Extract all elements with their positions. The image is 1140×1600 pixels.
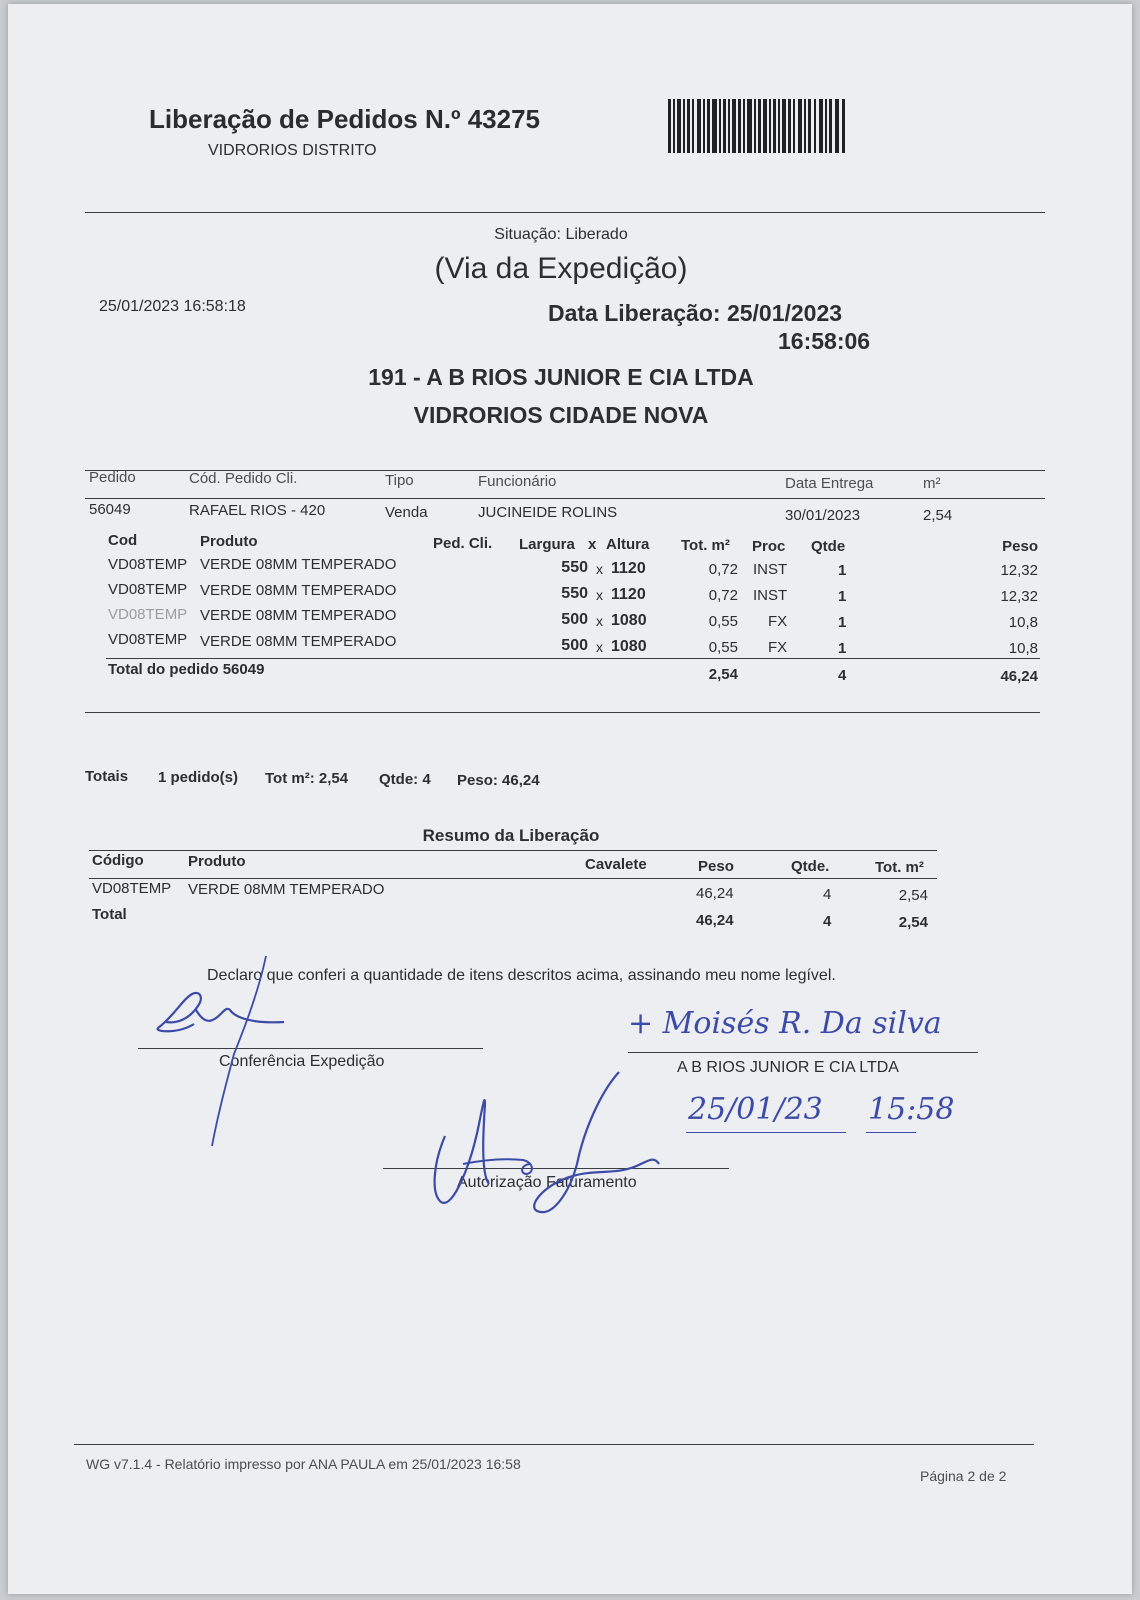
- document-page: [8, 4, 1132, 1594]
- item-altura: 1080: [611, 612, 647, 629]
- handwritten-time: 15:58: [868, 1092, 955, 1127]
- copy-type: (Via da Expedição): [434, 252, 688, 285]
- resumo-total-peso: 46,24: [696, 912, 734, 929]
- order-client-code: RAFAEL RIOS - 420: [189, 502, 326, 519]
- totais-qtde: Qtde: 4: [379, 771, 431, 788]
- items-col-altura: Altura: [606, 536, 650, 553]
- resumo-col-qtde: Qtde.: [791, 858, 830, 875]
- resumo-total-qtde: 4: [823, 913, 832, 930]
- release-date: Data Liberação: 25/01/2023: [548, 300, 843, 326]
- resumo-row-peso: 46,24: [696, 885, 734, 902]
- items-col-largura: Largura: [519, 536, 575, 553]
- item-x: x: [596, 639, 603, 655]
- status-text: Situação: Liberado: [494, 226, 628, 243]
- item-qtde: 1: [838, 562, 847, 579]
- item-tot-m2: 0,72: [708, 587, 738, 604]
- item-proc: INST: [753, 587, 788, 604]
- autorizacao-sign-line: [383, 1168, 729, 1169]
- item-largura: 500: [561, 637, 588, 654]
- item-qtde: 1: [838, 588, 847, 605]
- resumo-title: Resumo da Liberação: [422, 826, 600, 845]
- items-col-qtde: Qtde: [811, 538, 846, 555]
- item-peso: 12,32: [1000, 588, 1038, 605]
- client-store: VIDRORIOS CIDADE NOVA: [413, 402, 709, 428]
- resumo-col-peso: Peso: [698, 858, 734, 875]
- item-peso: 10,8: [1008, 640, 1038, 657]
- footer-printed-by: WG v7.1.4 - Relatório impresso por ANA PAULA em 25/01/2023 16:58: [86, 1456, 521, 1472]
- item-cod: VD08TEMP: [108, 581, 188, 598]
- items-col-tot-m2: Tot. m²: [681, 537, 730, 554]
- document-title: Liberação de Pedidos N.º 43275: [149, 104, 540, 134]
- client-name: 191 - A B RIOS JUNIOR E CIA LTDA: [368, 364, 754, 390]
- item-cod: VD08TEMP: [108, 631, 188, 648]
- totais-label: Totais: [85, 768, 129, 785]
- header-divider: [85, 212, 1045, 213]
- items-col-produto: Produto: [200, 533, 258, 550]
- autorizacao-signature: [423, 1064, 683, 1224]
- resumo-top-line: [89, 850, 937, 851]
- barcode: [668, 99, 848, 153]
- order-m2: 2,54: [923, 507, 953, 524]
- item-peso: 12,32: [1000, 562, 1038, 579]
- item-tot-m2: 0,72: [708, 561, 738, 578]
- order-total-peso: 46,24: [1000, 668, 1038, 685]
- resumo-row-codigo: VD08TEMP: [92, 880, 172, 897]
- item-proc: FX: [768, 613, 788, 630]
- item-altura: 1080: [611, 638, 647, 655]
- item-produto: VERDE 08MM TEMPERADO: [200, 607, 397, 624]
- item-qtde: 1: [838, 614, 847, 631]
- resumo-col-tot-m2: Tot. m²: [875, 859, 924, 876]
- item-proc: INST: [753, 561, 788, 578]
- resumo-col-codigo: Código: [92, 852, 144, 869]
- resumo-row-qtde: 4: [823, 886, 832, 903]
- item-cod: VD08TEMP: [108, 606, 188, 623]
- items-col-x: x: [588, 536, 597, 553]
- col-funcionario: Funcionário: [478, 473, 557, 490]
- order-total-m2: 2,54: [708, 666, 738, 683]
- item-proc: FX: [768, 639, 788, 656]
- item-largura: 550: [561, 585, 588, 602]
- items-col-cod: Cod: [108, 532, 138, 549]
- footer-divider: [74, 1444, 1034, 1445]
- items-col-proc: Proc: [752, 538, 786, 555]
- items-bottom-line: [85, 712, 1040, 713]
- client-signature-handwritten: + Moisés R. Da silva: [628, 1006, 942, 1041]
- order-table-header-line: [85, 498, 1045, 499]
- resumo-total-label: Total: [92, 906, 127, 923]
- items-col-ped-cli: Ped. Cli.: [433, 535, 493, 552]
- resumo-col-produto: Produto: [188, 853, 246, 870]
- item-qtde: 1: [838, 640, 847, 657]
- client-sign-line: [628, 1052, 978, 1053]
- handwritten-date: 25/01/23: [688, 1092, 823, 1127]
- item-x: x: [596, 561, 603, 577]
- client-sign-label: A B RIOS JUNIOR E CIA LTDA: [677, 1059, 899, 1076]
- order-type: Venda: [385, 504, 428, 521]
- item-produto: VERDE 08MM TEMPERADO: [200, 633, 397, 650]
- resumo-col-cavalete: Cavalete: [585, 856, 647, 873]
- autorizacao-label: Autorização Faturamento: [457, 1174, 637, 1191]
- item-altura: 1120: [611, 586, 646, 603]
- items-col-peso: Peso: [1002, 538, 1038, 555]
- item-largura: 550: [561, 559, 588, 576]
- declaration-text: Declaro que conferi a quantidade de itens descritos acima, assinando meu nome legível.: [207, 967, 836, 984]
- col-data-entrega: Data Entrega: [785, 475, 874, 492]
- order-delivery-date: 30/01/2023: [785, 507, 861, 524]
- item-tot-m2: 0,55: [708, 639, 738, 656]
- issuer-company: VIDRORIOS DISTRITO: [208, 142, 377, 159]
- conferencia-label: Conferência Expedição: [219, 1053, 385, 1070]
- handwritten-date-underline: [686, 1132, 846, 1133]
- resumo-header-line: [89, 878, 937, 879]
- conferencia-sign-line: [138, 1048, 483, 1049]
- item-cod: VD08TEMP: [108, 556, 188, 573]
- print-datetime: 25/01/2023 16:58:18: [99, 298, 246, 315]
- item-tot-m2: 0,55: [708, 613, 738, 630]
- resumo-total-tot-m2: 2,54: [898, 914, 928, 931]
- items-total-line: [106, 658, 1040, 659]
- item-produto: VERDE 08MM TEMPERADO: [200, 582, 397, 599]
- totais-peso: Peso: 46,24: [457, 772, 540, 789]
- totais-pedidos: 1 pedido(s): [158, 769, 239, 786]
- col-tipo: Tipo: [385, 472, 414, 489]
- resumo-row-tot-m2: 2,54: [898, 887, 928, 904]
- order-number: 56049: [89, 501, 131, 518]
- item-x: x: [596, 587, 603, 603]
- resumo-row-produto: VERDE 08MM TEMPERADO: [188, 881, 385, 898]
- item-peso: 10,8: [1008, 614, 1038, 631]
- col-cod-pedido-cli: Cód. Pedido Cli.: [189, 470, 298, 487]
- col-m2: m²: [923, 475, 941, 492]
- totais-m2: Tot m²: 2,54: [265, 770, 349, 787]
- order-employee: JUCINEIDE ROLINS: [478, 504, 618, 521]
- item-altura: 1120: [611, 560, 646, 577]
- item-x: x: [596, 613, 603, 629]
- item-largura: 500: [561, 611, 588, 628]
- footer-page-number: Página 2 de 2: [920, 1468, 1007, 1484]
- order-total-label: Total do pedido 56049: [108, 661, 265, 678]
- item-produto: VERDE 08MM TEMPERADO: [200, 556, 397, 573]
- handwritten-time-underline: [866, 1132, 916, 1133]
- order-total-qtde: 4: [838, 667, 847, 684]
- release-time: 16:58:06: [778, 328, 871, 354]
- col-pedido: Pedido: [89, 469, 136, 486]
